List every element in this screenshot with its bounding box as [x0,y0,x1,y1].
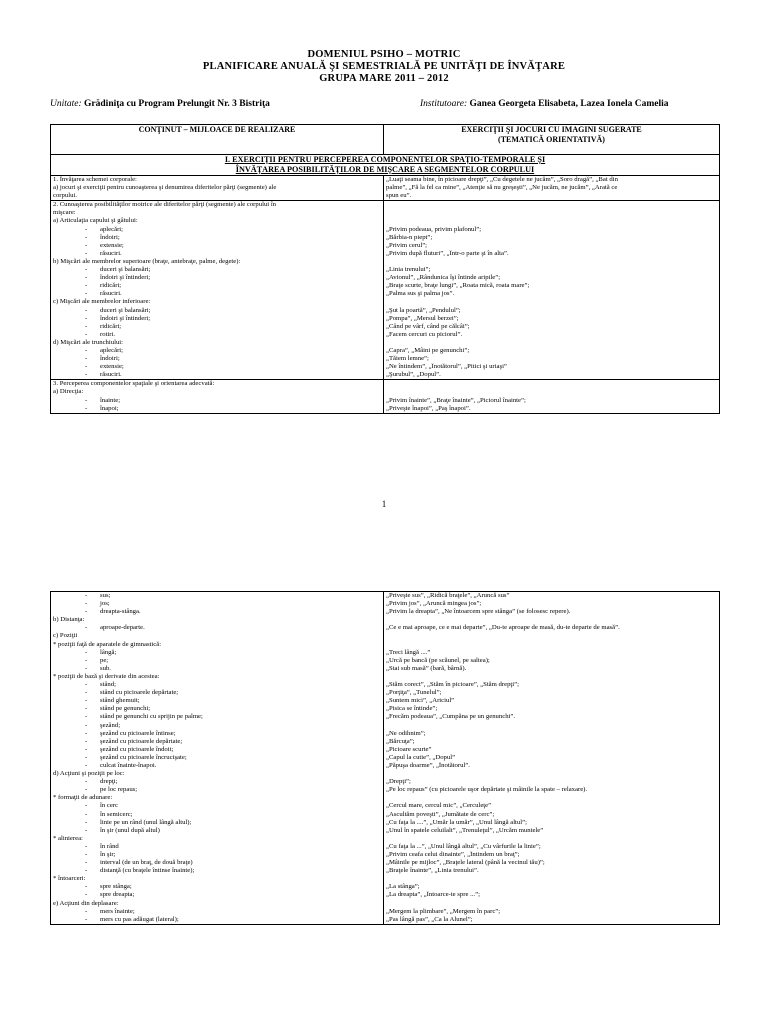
list-item [53,738,381,746]
teacher-label: Institutoare: [420,99,468,109]
list-item-text: mers înainte; [100,907,135,915]
table-row [51,592,720,925]
text-line: „Linia trenului”; [386,266,431,274]
text-line [386,616,717,624]
text-line: „Mâinile pe mijloc”, „Braţele lateral (până la vecinul tău)”; [386,859,545,867]
unit-line [50,99,270,109]
text-line: „Pe loc repaus” (cu picioarele uşor depărtate şi mâinile la spate – relaxare). [386,786,588,794]
list-item [53,778,381,786]
list-item [53,722,381,730]
list-item [53,371,381,379]
list-item-text: stând pe genunchi; [100,705,151,713]
list-item [53,649,381,657]
page2-right-cell [384,592,720,925]
dash-bullet: - [85,681,88,689]
list-item [53,754,381,762]
unit-value: Grădiniţa cu Program Prelungit Nr. 3 Bistriţa [84,99,270,109]
list-item-text: duceri şi balansări; [100,306,151,314]
text-line: c) Poziţii [53,632,78,640]
list-item [53,697,381,705]
text-line: „Bărcuţa”; [386,737,415,745]
text-line: „Şut la poartă”, „Pendulul”; [386,306,461,314]
text-line: „Mergem la plimbare”, „Mergem în parc”; [386,907,501,915]
teacher-line [420,99,668,109]
text-line [386,217,717,225]
text-line: „Ne întindem”, „Înotătorul”, „Pitici şi uriaşi” [386,363,507,371]
list-item-text: ridicări; [100,282,122,290]
list-item [53,730,381,738]
text-line: a) Direcţia: [53,388,84,396]
text-line: c) Mişcări ale membrelor inferioare: [53,298,151,306]
dash-bullet: - [85,404,88,412]
list-item-text: şezând cu picioarele întinse; [100,729,176,737]
domain-title: DOMENIUL PSIHO – MOTRIC [307,49,461,60]
dash-bullet: - [85,851,88,858]
list-item-text: îndoiri şi întinderi; [100,314,151,322]
dash-bullet: - [85,290,88,298]
list-item-text: înainte; [100,396,121,404]
text-line: „Privim jos”, „Aruncă mingea jos”; [386,600,482,608]
dash-bullet: - [85,608,88,616]
text-line: 3. Perceperea componentelor spaţiale şi orientarea adecvată: [53,380,215,388]
list-item-text: pe loc repaus; [100,786,138,794]
list-item [53,867,381,875]
list-item [53,843,381,851]
list-item-text: duceri şi balansări; [100,266,151,274]
text-line: „Privim cerul”; [386,241,428,249]
list-item [53,592,381,600]
dash-bullet: - [85,664,88,672]
text-line: mişcare: [53,209,76,217]
text-line: „Privim podeaua, privim plafonul”; [386,225,482,233]
text-line: „Suntem mici”, „Ariciul” [386,697,455,705]
dash-bullet: - [85,826,88,834]
text-line: b) Distanţa: [53,616,85,624]
list-item-text: sus; [100,592,111,599]
list-item [53,746,381,754]
dash-bullet: - [85,355,88,363]
list-item [53,859,381,867]
text-line: „Ascultăm poveşti”, „Jumătate de cerc”; [386,810,495,818]
list-item [53,819,381,827]
list-item-text: îndoiri; [100,233,120,241]
dash-bullet: - [85,314,88,322]
list-item [53,908,381,916]
dash-bullet: - [85,753,88,761]
text-line: e) Acţiuni din deplasare: [53,899,119,907]
table-header-row [51,125,720,155]
dash-bullet: - [85,802,88,810]
text-line: „Avionul”, „Rândunica îşi întinde aripile”; [386,274,501,282]
list-item [53,689,381,697]
dash-bullet: - [85,786,88,794]
list-item-text: ridicări; [100,322,122,330]
dash-bullet: - [85,689,88,697]
list-item [53,234,381,242]
page2-left-cell [51,592,384,925]
col1-header: CONŢINUT – MIJLOACE DE REALIZARE [51,125,384,155]
text-line: „Pisica se întinde”; [386,705,438,713]
list-item-text: drepţi; [100,778,118,786]
text-line: „Picioare scurte” [386,745,432,753]
list-item-text: înapoi; [100,404,119,412]
dash-bullet: - [85,721,88,729]
text-line [386,641,717,649]
list-item-text: culcat înainte-înapoi. [100,761,157,769]
text-line: „Cercul mare, cercul mic”, „Cerculeţe” [386,802,492,810]
block3-left-cell [51,380,384,413]
dash-bullet: - [85,249,88,257]
list-item-text: şezând cu picioarele depărtate; [100,737,183,745]
list-item [53,624,381,632]
text-line: „Unul în spatele celuilalt”, „Trenuleţul”, „Urcăm muntele” [386,826,544,834]
text-line: „La dreapta”, „Întoarce-te spre ...”; [386,891,480,899]
text-line: „Braţele înainte”, „Linia trenului”. [386,867,479,875]
list-item-text: şezând; [100,721,121,729]
text-line [386,770,717,778]
list-item [53,851,381,859]
dash-bullet: - [85,274,88,282]
dash-bullet: - [85,600,88,608]
table-row [51,201,720,380]
text-line: „Treci lângă ....” [386,648,431,656]
dash-bullet: - [85,907,88,915]
text-line: „Şurubul”, „Dopul”. [386,371,441,379]
text-line [386,835,717,843]
text-line: „Facem cercuri cu piciorul”. [386,330,463,338]
text-line: palme”, „Fă la fel ca mine”, „Atenţie să nu greşeşti”, „Ne jucăm, ne jucăm”, „Arată ce [386,184,618,192]
text-line: b) Mişcări ale membrelor superioare (braţe, antebraţe, palme, degete): [53,257,241,265]
list-item-text: rotiri. [100,330,116,338]
text-line: „Braţe scurte, braţe lungi”, „Roata mică, roata mare”; [386,282,530,290]
list-item-text: în semicerc; [100,810,133,818]
list-item-text: în rând [100,842,119,850]
list-item [53,242,381,250]
text-line: „Capra”, „Mâini pe genunchi”; [386,346,470,354]
text-line: „Stai sub masă” (bară, bârnă). [386,664,467,672]
list-item-text: răsuciri. [100,290,122,298]
dash-bullet: - [85,915,88,923]
list-item-text: stând ghemuit; [100,697,140,705]
list-item [53,916,381,924]
dash-bullet: - [85,282,88,290]
block1-left-cell [51,176,384,201]
planning-table-page1 [50,124,720,414]
list-item [53,657,381,665]
text-line: * alinierea: [53,834,83,842]
dash-bullet: - [85,891,88,899]
list-item-text: pe; [100,656,109,664]
text-line [386,900,717,908]
dash-bullet: - [85,842,88,850]
list-item-text: mers cu pas adăugat (lateral); [100,915,179,923]
list-item-text: aproape-departe. [100,624,145,632]
group-title: GRUPA MARE 2011 – 2012 [319,73,449,84]
dash-bullet: - [85,859,88,867]
text-line [386,632,717,640]
list-item [53,681,381,689]
list-item [53,608,381,616]
dash-bullet: - [85,241,88,249]
list-item [53,705,381,713]
list-item-text: în şir (unul după altul) [100,826,160,834]
dash-bullet: - [85,818,88,826]
dash-bullet: - [85,697,88,705]
teacher-value: Ganea Georgeta Elisabeta, Lazea Ionela Camelia [469,99,669,109]
list-item [53,307,381,315]
text-line [386,722,717,730]
text-line: * poziţii de bază şi derivate din acestea: [53,672,160,680]
text-line: „Palma sus şi palma jos”. [386,290,455,298]
section-row [51,155,720,176]
text-line: „Privim ceafa celui dinainte”, „Întindem un braţ”; [386,851,520,858]
dash-bullet: - [85,737,88,745]
text-line: „Priveşte sus”, „Ridică braţele”, „Aruncă sus” [386,592,510,599]
list-item-text: şezând cu picioarele îndoit; [100,745,174,753]
dash-bullet: - [85,745,88,753]
list-item [53,802,381,810]
list-item-text: răsuciri. [100,249,122,257]
section-title-line2: ÎNVĂŢAREA POSIBILITĂŢILOR DE MIŞCARE A SEGMENTELOR CORPULUI [235,165,535,174]
list-item-text: linie pe un rând (unul lângă altul); [100,818,192,826]
list-item-text: îndoiri şi întinderi; [100,274,151,282]
text-line: „Păpuşa doarme”, „Înotătorul”. [386,761,470,769]
block3-right-cell [384,380,720,413]
dash-bullet: - [85,322,88,330]
list-item [53,665,381,673]
text-line: a) jocuri şi exerciţii pentru cunoaşterea şi denumirea diferitelor părţi (segmente) ale [53,184,277,192]
list-item [53,786,381,794]
text-line: a) Articulaţia capului şi gâtului: [53,217,138,225]
list-item [53,290,381,298]
text-line: „Privim după fluturi”, „Într-o parte şi în alta”. [386,249,509,257]
text-line: „Capul la cutie”, „Dopul” [386,753,456,761]
text-line: d) Mişcări ale trunchiului: [53,338,124,346]
dash-bullet: - [85,233,88,241]
list-item [53,282,381,290]
list-item [53,811,381,819]
list-item-text: aplecări; [100,225,124,233]
list-item [53,355,381,363]
list-item [53,600,381,608]
dash-bullet: - [85,371,88,379]
col2-header-line1: EXERCIŢII ŞI JOCURI CU IMAGINI SUGERATE [461,125,642,134]
dash-bullet: - [85,330,88,338]
list-item [53,315,381,323]
unit-label: Unitate: [50,99,82,109]
list-item [53,397,381,405]
text-line [386,794,717,802]
block2-left-cell [51,201,384,380]
block1-right-cell [384,176,720,201]
text-line: „Privim înainte”, „Braţe înainte”, „Piciorul înainte”; [386,396,526,404]
list-item-text: aplecări; [100,346,124,354]
text-line [386,298,717,306]
dash-bullet: - [85,648,88,656]
list-item-text: extensie; [100,363,124,371]
list-item [53,891,381,899]
list-item-text: dreapta-stânga. [100,608,141,616]
text-line [386,875,717,883]
text-line: spun eu”. [386,192,412,200]
dash-bullet: - [85,778,88,786]
list-item-text: stând; [100,681,116,689]
list-item [53,405,381,413]
dash-bullet: - [85,363,88,371]
text-line: „Cu faţa la ...”, „Unul lângă altul”, „Cu vârfurile la linie”; [386,842,541,850]
dash-bullet: - [85,867,88,875]
list-item [53,323,381,331]
text-line: „Drepţi”; [386,778,411,786]
dash-bullet: - [85,705,88,713]
table-row [51,380,720,413]
dash-bullet: - [85,713,88,721]
dash-bullet: - [85,346,88,354]
list-item [53,762,381,770]
list-item-text: răsuciri. [100,371,122,379]
list-item [53,883,381,891]
table-row [51,176,720,201]
dash-bullet: - [85,624,88,632]
dash-bullet: - [85,729,88,737]
planning-title: PLANIFICARE ANUALĂ ŞI SEMESTRIALĂ PE UNITĂŢI DE ÎNVĂŢARE [202,61,566,72]
text-line: * poziţii faţă de aparatele de gimnastică: [53,640,162,648]
list-item-text: îndoiri; [100,355,120,363]
page-number: 1 [381,499,387,509]
text-line: „Tăiem lemne”; [386,355,429,363]
text-line: „Ce e mai aproape, ce e mai departe”, „Du-te aproape de masă, du-te departe de masă”. [386,624,620,632]
text-line: „Privim la dreapta”, „Ne întoarcem spre stânga” (se folosesc repere). [386,608,571,616]
list-item-text: distanţă (cu braţele întinse înainte); [100,867,195,875]
col2-header [384,125,720,155]
dash-bullet: - [85,225,88,233]
text-line [386,388,717,396]
text-line: „La stânga”; [386,883,420,891]
dash-bullet: - [85,592,88,599]
list-item-text: sub. [100,664,111,672]
text-line: „Urcă pe bancă (pe scăunel, pe saltea); [386,656,490,664]
list-item-text: interval (de un braţ, de două braţe) [100,859,193,867]
text-line: * formaţii de adunare: [53,794,113,802]
text-line: „Frecăm podeaua”, „Cumpăna pe un genunchi”. [386,713,516,721]
text-line: „Priveşte înapoi”, „Paş înapoi”. [386,404,471,412]
list-item [53,347,381,355]
text-line [386,380,717,388]
text-line: „Când pe vârf, când pe călcâi”; [386,322,470,330]
list-item-text: stând cu picioarele depărtate; [100,689,179,697]
dash-bullet: - [85,656,88,664]
text-line [386,258,717,266]
text-line: * întoarceri: [53,875,86,883]
list-item [53,266,381,274]
text-line [386,209,717,217]
list-item [53,274,381,282]
text-line: 2. Cunoaşterea posibilităţilor motrice ale diferitelor părţi (segmente) ale corpului în [53,201,277,209]
list-item [53,827,381,835]
text-line: „Stăm corect”, „Stăm în picioare”, „Stăm drepţi”; [386,681,519,689]
planning-table-page2 [50,591,720,925]
list-item-text: spre dreapta; [100,891,135,899]
text-line [386,201,717,209]
section-title-line1: I. EXERCIŢII PENTRU PERCEPEREA COMPONENTELOR SPAŢIO-TEMPORALE ŞI [224,155,546,164]
dash-bullet: - [85,396,88,404]
text-line: „Cu faţa la ....”, „Umăr la umăr”, „Unul lângă altul”; [386,818,527,826]
dash-bullet: - [85,883,88,891]
dash-bullet: - [85,306,88,314]
list-item [53,713,381,721]
list-item [53,226,381,234]
list-item-text: spre stânga; [100,883,132,891]
col2-header-line2: (TEMATICĂ ORIENTATIVĂ) [498,135,605,144]
text-line: „Ne odihnim”; [386,729,426,737]
list-item-text: şezând cu picioarele încrucişate; [100,753,187,761]
text-line: „Bărbia-n piept”; [386,233,433,241]
text-line: „Luaţi seama bine, în picioare drepţi”, „Cu degetele ne jucăm”, „Soro dragă”, „Bat din [386,176,618,183]
dash-bullet: - [85,810,88,818]
list-item [53,363,381,371]
list-item [53,250,381,258]
list-item-text: lângă; [100,648,117,656]
text-line: „Pompa”, „Mersul berzei”; [386,314,459,322]
dash-bullet: - [85,761,88,769]
text-line: corpului. [53,192,77,200]
text-line [386,339,717,347]
block2-right-cell [384,201,720,380]
text-line: „Pas lângă pas”, „Ca la Alunel”; [386,915,473,923]
text-line: „Porţiţa”, „Tunelul”; [386,689,442,697]
list-item-text: extensie; [100,241,124,249]
list-item-text: în cerc [100,802,119,810]
text-line [386,673,717,681]
list-item [53,331,381,339]
list-item-text: stând pe genunchi cu sprijin pe palme; [100,713,203,721]
list-item-text: jos; [100,600,110,608]
list-item-text: în şir; [100,851,116,858]
text-line: 1. Învăţarea schemei corporale: [53,176,137,183]
dash-bullet: - [85,266,88,274]
text-line: d) Acţiuni şi poziţii pe loc: [53,770,125,778]
